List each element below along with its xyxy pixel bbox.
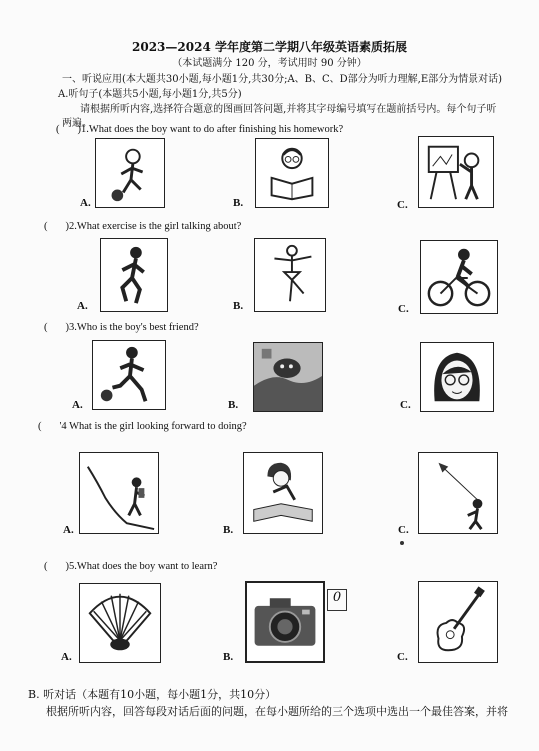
girl-flying-kite-icon	[418, 452, 498, 534]
boy-kicking-ball-icon	[92, 340, 166, 410]
girl-reading-icon	[243, 452, 323, 534]
option-b-label: B.	[223, 524, 234, 536]
option-b-label: B.	[228, 399, 239, 411]
option-c-label: C.	[400, 399, 411, 411]
question-2	[44, 221, 241, 232]
page-subtitle: （本试题满分 120 分，考试用时 90 分钟）	[172, 58, 367, 69]
option-c-label: C.	[397, 651, 408, 663]
option-c-label: C.	[398, 524, 409, 536]
fan-icon	[79, 583, 161, 663]
question-text: '4 What is the girl looking forward to doing?	[59, 421, 247, 432]
part-b-heading: B. 听对话（本题有10小题，每小题1分，共10分）	[28, 688, 277, 701]
guitar-icon	[418, 581, 498, 663]
option-a-label: A.	[63, 524, 74, 536]
question-5	[44, 561, 217, 572]
answer-blank[interactable]: (	[44, 221, 48, 232]
answer-blank[interactable]: (	[44, 322, 48, 333]
girl-hiking-icon	[79, 452, 159, 534]
answer-blank[interactable]: (	[56, 124, 60, 135]
question-text: )2.What exercise is the girl talking about?	[65, 221, 242, 232]
question-text: )5.What does the boy want to learn?	[65, 561, 218, 572]
option-a-label: A.	[80, 197, 91, 209]
option-b-label: B.	[233, 197, 244, 209]
option-b-label: B.	[233, 300, 244, 312]
girl-with-glasses-icon	[420, 342, 494, 412]
section-heading: 一、听说应用(本大题共30小题,每小题1分,共30分;A、B、C、D部分为听力理解,E部分为情景对话)	[62, 74, 503, 85]
answer-blank[interactable]: (	[44, 561, 48, 572]
man-cycling-icon	[420, 240, 498, 314]
question-3	[44, 322, 199, 333]
option-c-label: C.	[397, 199, 408, 211]
option-a-label: A.	[61, 651, 72, 663]
option-c-label: C.	[398, 303, 409, 315]
boy-playing-soccer-icon	[95, 138, 165, 208]
girl-ballet-icon	[254, 238, 326, 312]
question-text: )1.What does the boy want to do after finishing his homework?	[77, 124, 344, 135]
part-a-heading: A.听句子(本题共5小题,每小题1分,共5分)	[58, 89, 242, 100]
part-b-instruction: 根据所听内容，回答每段对话后面的问题，在每小题所给的三个选项中选出一个最佳答案，并将	[46, 705, 508, 718]
dog-photo-icon	[253, 342, 323, 412]
question-text: )3.Who is the boy's best friend?	[65, 322, 199, 333]
question-4	[38, 421, 247, 432]
option-a-label: A.	[77, 300, 88, 312]
question-1	[56, 124, 343, 135]
camera-icon	[245, 581, 325, 663]
boy-reading-book-icon	[255, 138, 329, 208]
boy-painting-icon	[418, 136, 494, 208]
page-title: 2023—2024 学年度第二学期八年级英语素质拓展	[132, 40, 407, 54]
instruction-line-1: 请根据所听内容,选择符合题意的图画回答问题,并将其字母编号填写在题前括号内。每个句子听	[80, 104, 497, 115]
option-b-label: B.	[223, 651, 234, 663]
answer-blank[interactable]: (	[38, 421, 42, 432]
option-a-label: A.	[72, 399, 83, 411]
stray-mark: 0	[327, 589, 347, 611]
stray-dot	[400, 541, 404, 545]
girl-running-icon	[100, 238, 168, 312]
instruction-line-2: 两遍。	[62, 118, 92, 129]
